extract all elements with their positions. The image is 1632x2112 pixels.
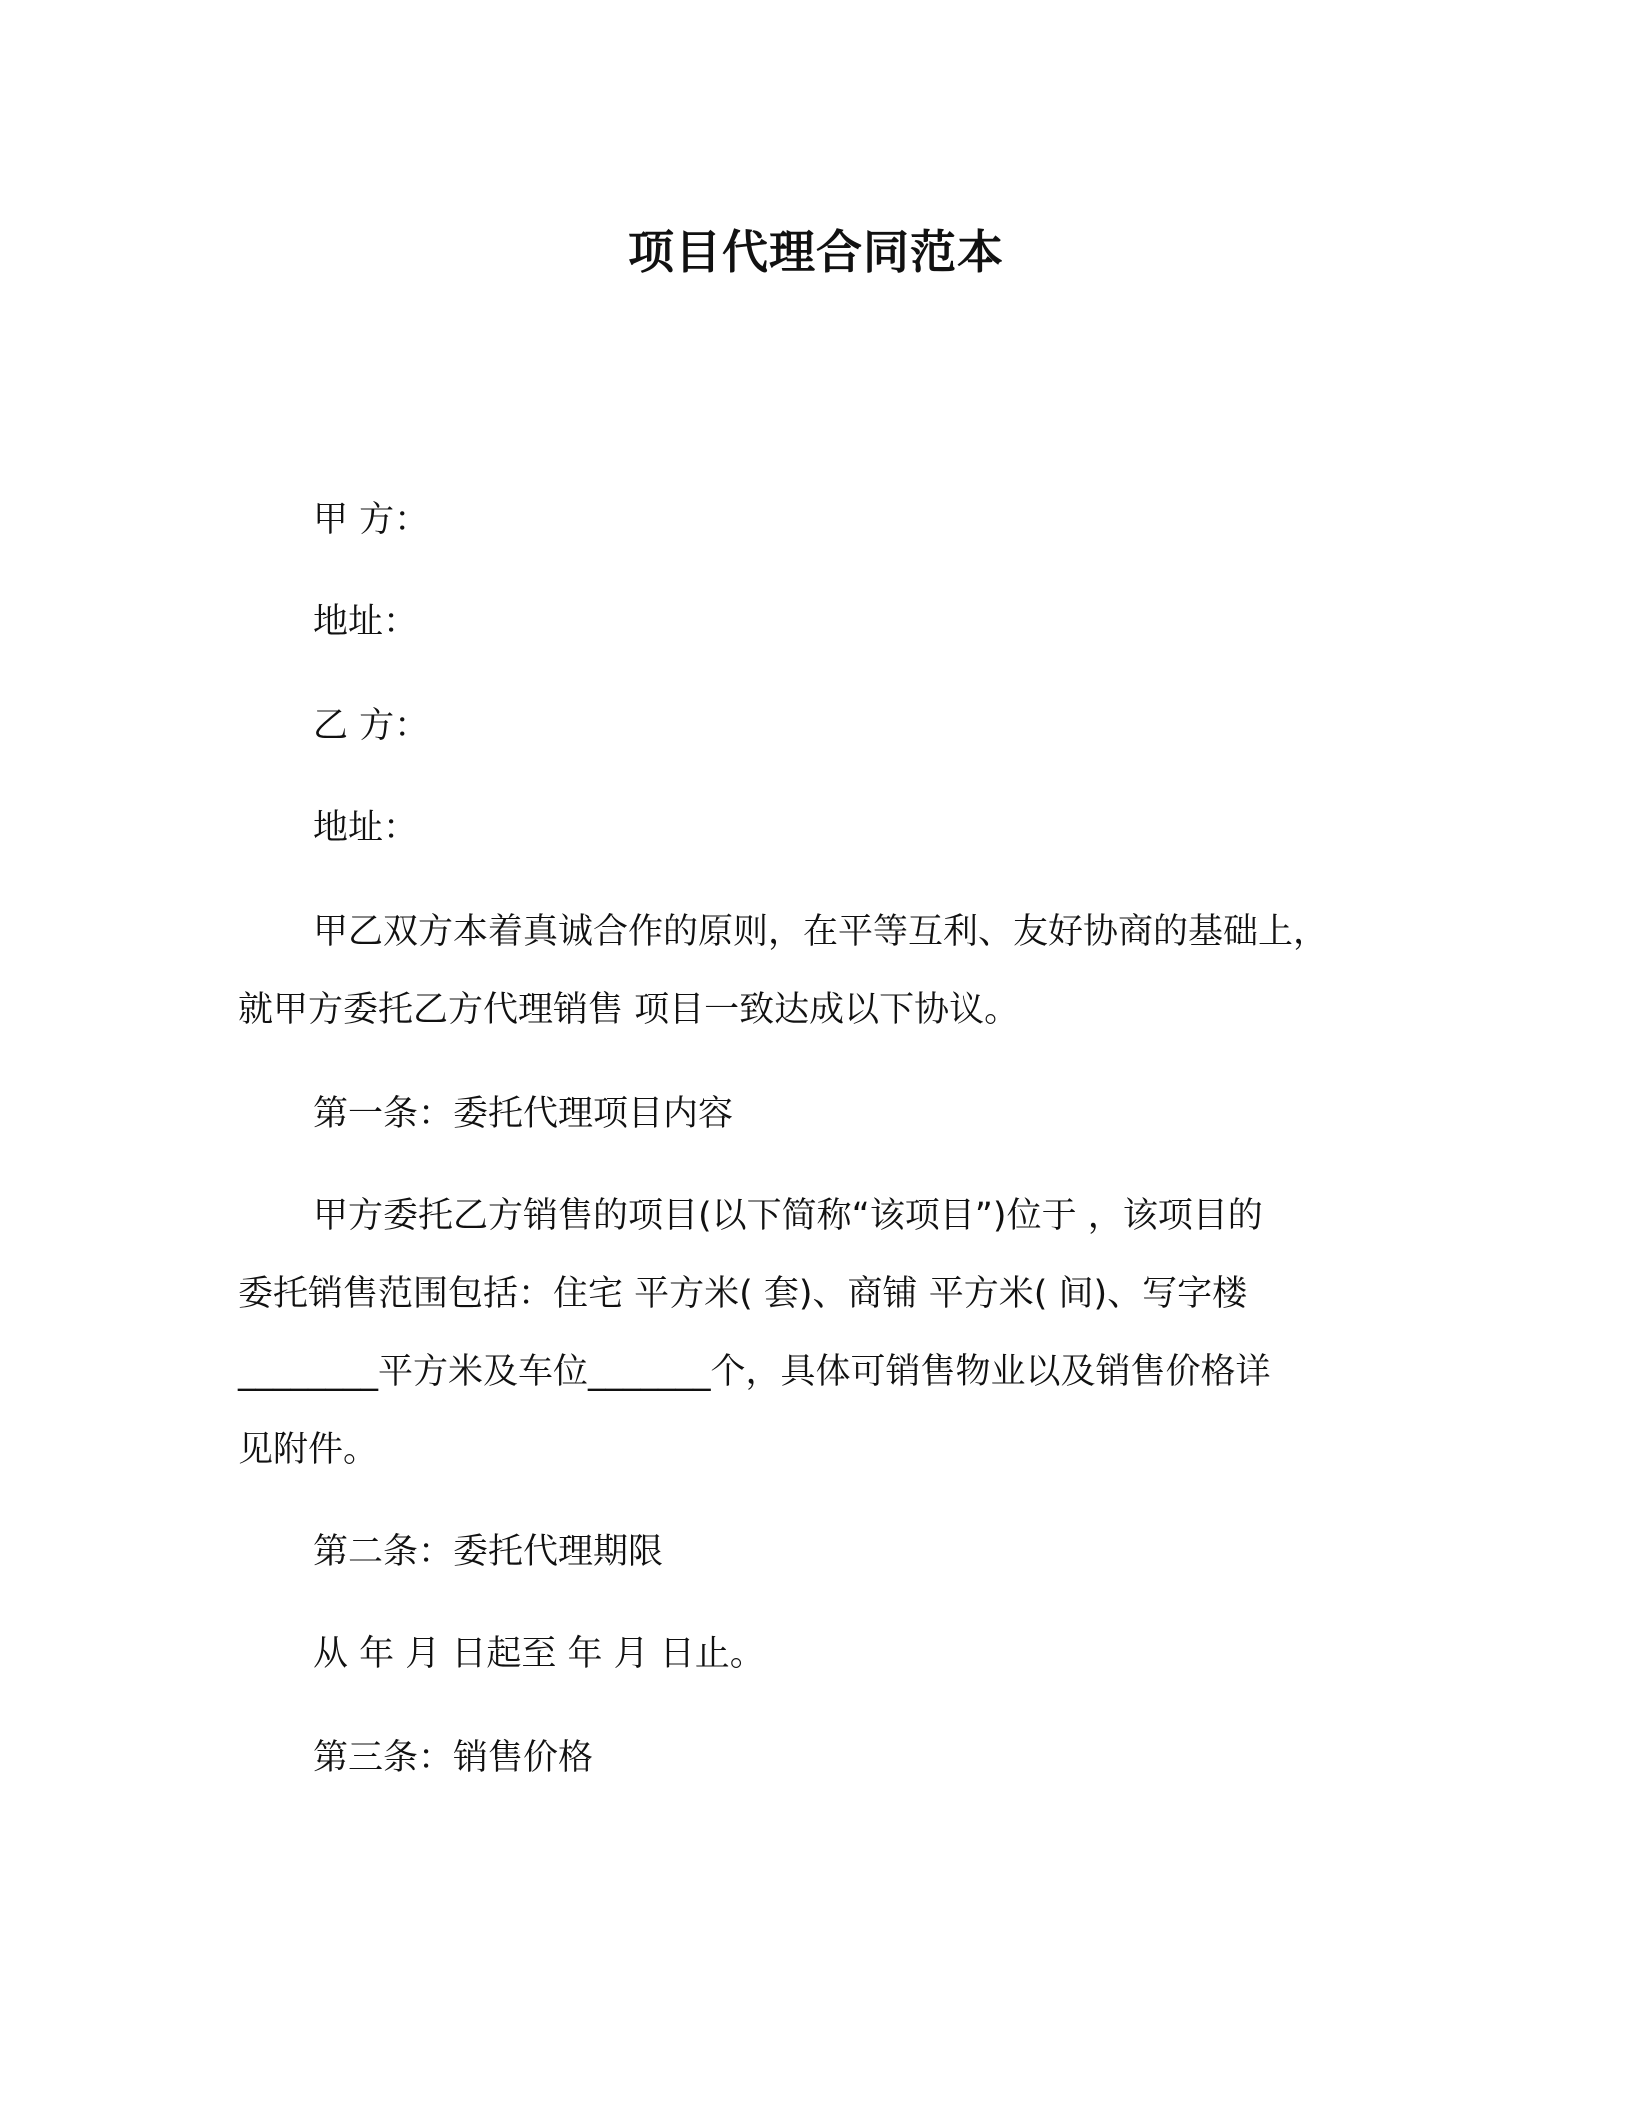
party-a-address-label: 地址： <box>313 602 419 642</box>
document-title: 项目代理合同范本 <box>628 225 1004 279</box>
preamble-line-1: 甲乙双方本着真诚合作的原则，在平等互利、友好协商的基础上， <box>313 912 1329 952</box>
article-1-heading: 第一条：委托代理项目内容 <box>313 1094 734 1134</box>
article-2-heading: 第二条：委托代理期限 <box>313 1532 664 1572</box>
article-2-term: 从 年 月 日起至 年 月 日止。 <box>313 1634 765 1674</box>
article-1-line-3: ________平方米及车位_______个，具体可销售物业以及销售价格详 <box>238 1352 1271 1392</box>
preamble-line-2: 就甲方委托乙方代理销售 项目一致达成以下协议。 <box>238 990 1020 1030</box>
party-b-address-label: 地址： <box>313 808 419 848</box>
article-3-heading: 第三条：销售价格 <box>313 1738 594 1778</box>
party-b-label: 乙 方： <box>313 706 430 746</box>
article-1-line-4: 见附件。 <box>238 1430 379 1470</box>
article-1-line-1: 甲方委托乙方销售的项目(以下简称“该项目”)位于 ，该项目的 <box>313 1196 1263 1236</box>
article-1-line-2: 委托销售范围包括：住宅 平方米( 套)、商铺 平方米( 间)、写字楼 <box>238 1274 1248 1314</box>
party-a-label: 甲 方： <box>313 500 430 540</box>
